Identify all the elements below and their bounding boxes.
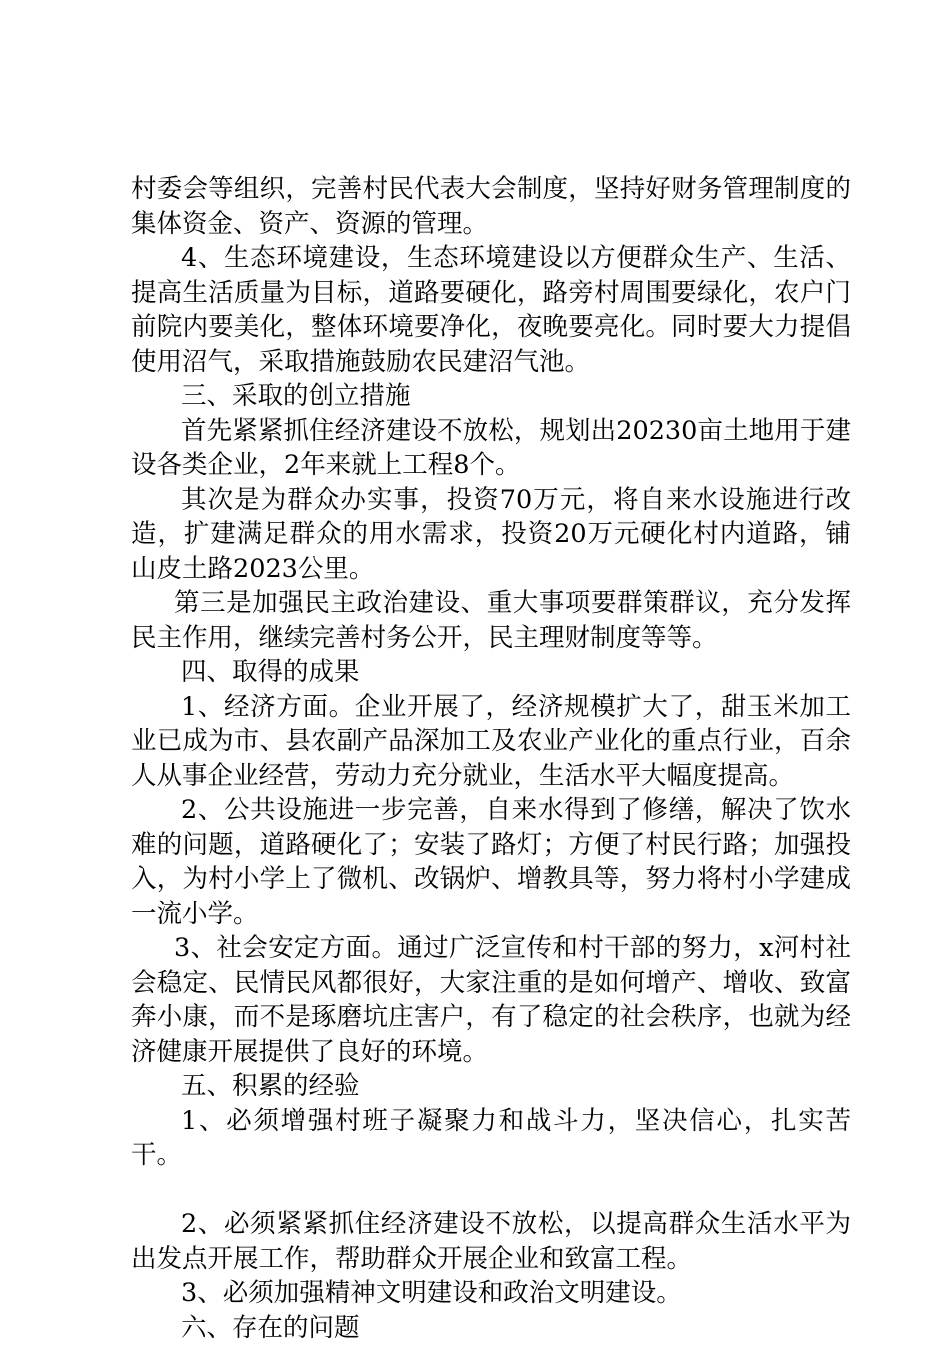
document-page	[131, 172, 851, 1345]
section-heading-4: 四、取得的成果	[131, 655, 851, 690]
experience-item-3: 3、必须加强精神文明建设和政治文明建设。	[131, 1276, 851, 1311]
paragraph-economy: 1、经济方面。企业开展了，经济规模扩大了，甜玉米加工业已成为市、县农副产品深加工及农业产业化的重点行业，百余人从事企业经营，劳动力充分就业，生活水平大幅度提高。	[131, 690, 851, 794]
paragraph-third: 第三是加强民主政治建设、重大事项要群策群议，充分发挥民主作用，继续完善村务公开，民主理财制度等等。	[131, 586, 851, 655]
paragraph-facilities: 2、公共设施进一步完善，自来水得到了修缮，解决了饮水难的问题，道路硬化了；安装了路灯；方便了村民行路；加强投入，为村小学上了微机、改锅炉、增教具等，努力将村小学建成一流小学。	[131, 793, 851, 931]
experience-item-2: 2、必须紧紧抓住经济建设不放松，以提高群众生活水平为出发点开展工作，帮助群众开展企业和致富工程。	[131, 1207, 851, 1276]
experience-item-1: 1、必须增强村班子凝聚力和战斗力，坚决信心，扎实苦干。	[131, 1104, 851, 1173]
section-heading-6: 六、存在的问题	[131, 1311, 851, 1345]
paragraph-1: 村委会等组织，完善村民代表大会制度，坚持好财务管理制度的集体资金、资产、资源的管理。	[131, 172, 851, 241]
paragraph-first: 首先紧紧抓住经济建设不放松，规划出20230亩土地用于建设各类企业，2年来就上工程8个。	[131, 414, 851, 483]
section-heading-3: 三、采取的创立措施	[131, 379, 851, 414]
section-heading-5: 五、积累的经验	[131, 1069, 851, 1104]
paragraph-ecology: 4、生态环境建设，生态环境建设以方便群众生产、生活、提高生活质量为目标，道路要硬化，路旁村周围要绿化，农户门前院内要美化，整体环境要净化，夜晚要亮化。同时要大力提倡使用沼气，采取措施鼓励农民建沼气池。	[131, 241, 851, 379]
paragraph-second: 其次是为群众办实事，投资70万元，将自来水设施进行改造，扩建满足群众的用水需求，投资20万元硬化村内道路，铺山皮土路2023公里。	[131, 483, 851, 587]
paragraph-society: 3、社会安定方面。通过广泛宣传和村干部的努力，x河村社会稳定、民情民风都很好，大家注重的是如何增产、增收、致富奔小康，而不是琢磨坑庄害户，有了稳定的社会秩序，也就为经济健康开展提供了良好的环境。	[131, 931, 851, 1069]
blank-line	[131, 1173, 851, 1208]
